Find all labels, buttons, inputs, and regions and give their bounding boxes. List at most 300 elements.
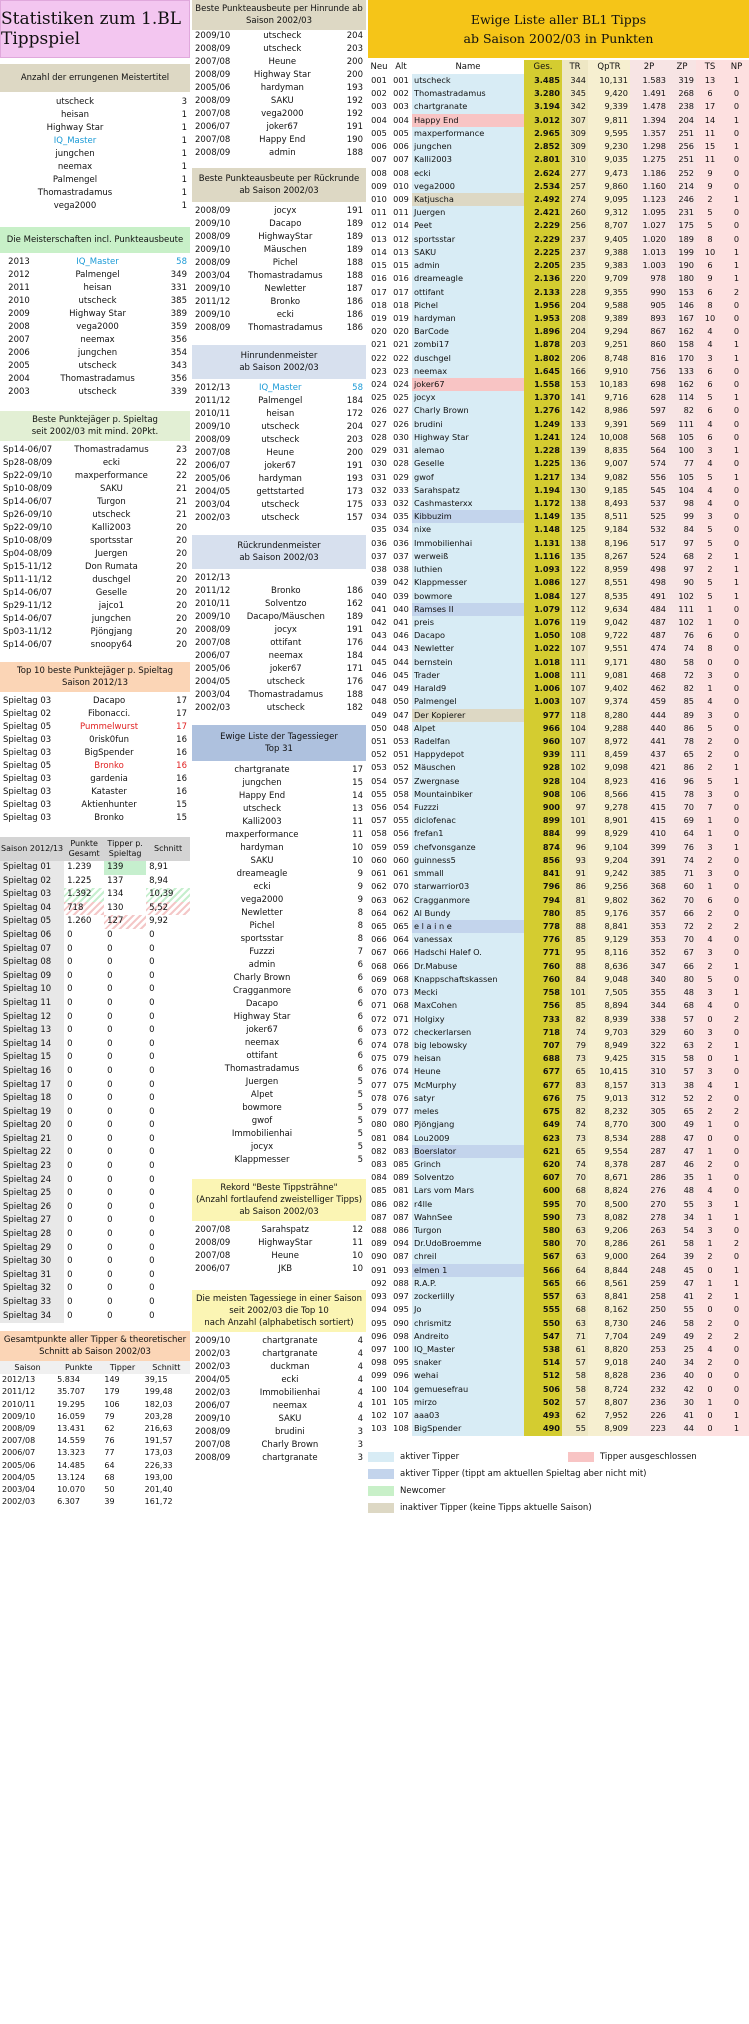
ewige-cell: 574	[630, 457, 668, 470]
beste-spieltag-row-cell: 20	[176, 549, 187, 559]
ewige-cell: 96	[562, 841, 588, 854]
ewige-row	[368, 946, 749, 959]
saison-row	[0, 1174, 190, 1188]
ewige-cell: 073	[371, 1026, 387, 1037]
ewige-cell: 15	[696, 140, 724, 153]
ewige-cell: 074	[393, 1066, 409, 1077]
ewige-row	[368, 603, 749, 616]
ewige-cell: 087	[371, 1211, 387, 1222]
ewige-cell: 0	[724, 629, 749, 642]
rueckrunde-row-cell: 2008/09	[195, 232, 231, 242]
ewige-cell: 250	[630, 1303, 668, 1316]
ewige-cell: 104	[393, 1383, 409, 1394]
ewige-cell: 391	[630, 854, 668, 867]
hinrunde-row-cell: Heune	[268, 57, 297, 67]
legend-label: inaktiver Tipper (keine Tipps aktuelle Saison)	[400, 1502, 592, 1513]
ewige-cell: 342	[562, 100, 588, 113]
ewige-cell: 2.534	[524, 180, 562, 193]
ewige-cell: 025	[393, 392, 409, 403]
ewige-row	[368, 814, 749, 827]
ewige-cell: 002	[371, 88, 387, 99]
ewige-cell: 9,312	[588, 206, 630, 219]
ewige-cell: 8,901	[588, 814, 630, 827]
ewige-cell: 70	[668, 933, 696, 946]
gesamt-row-cell: 179	[104, 1387, 120, 1397]
ewige-cell: 8,986	[588, 404, 630, 417]
ewige-cell: 030	[371, 458, 387, 469]
ewige-cell: 041	[371, 603, 387, 614]
ewige-cell: 9,860	[588, 180, 630, 193]
ewige-row	[368, 735, 749, 748]
meisterschaften-row-cell: 2004	[8, 374, 30, 384]
ewige-cell: 0	[724, 801, 749, 814]
ewige-cell: 3	[696, 1224, 724, 1237]
ewige-cell: 86	[668, 761, 696, 774]
beste-spieltag-row-cell: Kalli2003	[91, 523, 132, 533]
ewige-cell: 089	[393, 1172, 409, 1183]
ewige-cell: 060	[393, 854, 409, 865]
meisterschaften-row-cell: Palmengel	[75, 270, 120, 280]
ewige-cell: 0	[724, 827, 749, 840]
gesamt-col-header: Punkte	[55, 1361, 102, 1374]
ewige-cell: 8,949	[588, 1039, 630, 1052]
meisterschaften-row-cell: 359	[170, 322, 187, 332]
ewige-cell: 0	[724, 1145, 749, 1158]
ewige-cell: Klappmesser	[412, 576, 524, 589]
ewige-cell: Kalli2003	[412, 153, 524, 166]
ewige-cell: 105	[668, 471, 696, 484]
ewige-cell: 5	[696, 537, 724, 550]
ewige-cell: 977	[524, 709, 562, 722]
meiste-tagessiege-row-cell: chartgranate	[262, 1349, 318, 1359]
hinrunde-row	[192, 69, 366, 82]
ewige-cell: 82	[562, 1013, 588, 1026]
ewige-row	[368, 1065, 749, 1078]
tagessieger-row	[192, 998, 366, 1011]
saison-row-cell: 0	[149, 1215, 155, 1226]
ewige-cell: bowmore	[412, 590, 524, 603]
saison-row-cell: Spieltag 19	[0, 1106, 64, 1120]
ewige-cell: 0	[724, 642, 749, 655]
ewige-cell: 3	[696, 510, 724, 523]
ewige-row	[368, 206, 749, 219]
ewige-cell: 9	[696, 180, 724, 193]
ewige-cell: R.A.P.	[412, 1277, 524, 1290]
ewige-cell: duschgel	[412, 352, 524, 365]
beste-spieltag-row	[0, 548, 190, 561]
ewige-cell: 2.205	[524, 259, 562, 272]
ewige-cell: 47	[668, 1132, 696, 1145]
ewige-cell: 237	[562, 246, 588, 259]
saison-row-cell: 0	[107, 1093, 113, 1104]
ewige-cell: 6	[696, 259, 724, 272]
ewige-cell: Pichel	[412, 299, 524, 312]
ewige-row	[368, 788, 749, 801]
ewige-cell: 0	[696, 1303, 724, 1316]
rekord-row-cell: 10	[352, 1251, 363, 1261]
beste-spieltag-row	[0, 444, 190, 457]
saison-row	[0, 1011, 190, 1025]
meistertitel-row	[0, 148, 190, 161]
ewige-cell: 1.583	[630, 74, 668, 87]
ewige-cell: Turgon	[412, 1224, 524, 1237]
beste-spieltag-row-cell: Sp15-11/12	[3, 562, 53, 572]
saison-row-cell: Spieltag 15	[0, 1051, 64, 1065]
ewige-cell: 76	[668, 841, 696, 854]
ewige-cell: 049	[371, 709, 387, 720]
saison-row-cell: 0	[107, 1297, 113, 1307]
ewige-cell: 45	[668, 1264, 696, 1277]
rueckrundenmeister-row-cell: 171	[346, 664, 363, 674]
ewige-cell: 4	[696, 338, 724, 351]
beste-spieltag-row-cell: Sp03-11/12	[3, 627, 53, 637]
hinrunde-row	[192, 108, 366, 121]
ewige-cell: 081	[393, 1185, 409, 1196]
saison-row-cell: Spieltag 29	[0, 1242, 64, 1256]
tagessieger-row-cell: bowmore	[242, 1103, 282, 1113]
tagessieger-row-cell: 6	[357, 973, 363, 983]
rueckrunde-row	[192, 231, 366, 244]
ewige-row	[368, 167, 749, 180]
ewige-cell: 620	[524, 1158, 562, 1171]
ewige-cell: 020	[393, 326, 409, 337]
meisterschaften-row-cell: 2009	[8, 309, 30, 319]
gesamt-row	[0, 1386, 190, 1398]
ewige-cell: 268	[668, 87, 696, 100]
ewige-cell: 0	[696, 656, 724, 669]
ewige-row	[368, 1211, 749, 1224]
ewige-cell: 1.275	[630, 153, 668, 166]
ewige-row	[368, 827, 749, 840]
rekord-row-cell: 2007/08	[195, 1225, 231, 1235]
ewige-cell: 092	[371, 1277, 387, 1288]
meistertitel-row-cell: heisan	[60, 110, 89, 120]
ewige-cell: 4	[696, 999, 724, 1012]
tagessieger-row-cell: Happy End	[238, 791, 286, 801]
ewige-cell: 8,082	[588, 1211, 630, 1224]
saison-row-cell: 0	[149, 1161, 155, 1172]
saison-row-cell: 0	[67, 1079, 73, 1090]
gesamt-panel	[0, 1331, 190, 1508]
ewige-cell: 8,232	[588, 1105, 630, 1118]
saison-row-cell: Spieltag 02	[0, 875, 64, 889]
ewige-cell: 0	[724, 299, 749, 312]
ewige-row	[368, 775, 749, 788]
ewige-cell: 056	[393, 828, 409, 839]
rueckrunde-row-cell: 2009/10	[195, 219, 231, 229]
ewige-cell: 1.095	[630, 206, 668, 219]
ewige-cell: 675	[524, 1105, 562, 1118]
ewige-cell: 8,894	[588, 999, 630, 1012]
legend-swatch-aktiv-nicht	[368, 1469, 394, 1479]
ewige-row	[368, 894, 749, 907]
ewige-cell: 459	[630, 695, 668, 708]
ewige-cell: 009	[393, 193, 409, 204]
rueckrunde-row-cell: 186	[346, 323, 363, 333]
hinrundenmeister-row-cell: 203	[346, 435, 363, 445]
ewige-col-header: QpTR	[588, 60, 630, 74]
ewige-cell: 004	[393, 114, 409, 125]
ewige-cell: MaxCohen	[412, 999, 524, 1012]
ewige-cell: 8,116	[588, 946, 630, 959]
ewige-cell: 057	[371, 815, 387, 826]
ewige-cell: 8,535	[588, 590, 630, 603]
ewige-cell: 0	[724, 880, 749, 893]
ewige-cell: 087	[393, 1211, 409, 1222]
ewige-cell: Mountainbiker	[412, 788, 524, 801]
ewige-cell: 10,415	[588, 1065, 630, 1078]
ewige-row	[368, 880, 749, 893]
ewige-cell: 080	[393, 1119, 409, 1130]
rekord-row-cell: Heune	[271, 1251, 299, 1261]
saison-row-cell: Spieltag 05	[0, 915, 64, 929]
ewige-cell: 124	[562, 431, 588, 444]
hinrunde-row-cell: 193	[346, 83, 363, 93]
gesamt-row-cell: 216,63	[144, 1424, 173, 1433]
ewige-cell: 66	[668, 907, 696, 920]
ewige-cell: 8,267	[588, 550, 630, 563]
ewige-cell: 0	[724, 907, 749, 920]
meiste-tagessiege-row-cell: 4	[357, 1401, 363, 1411]
ewige-cell: 623	[524, 1132, 562, 1145]
ewige-cell: 2	[724, 286, 749, 299]
meiste-tagessiege-row	[192, 1374, 366, 1387]
hinrunde-row	[192, 95, 366, 108]
tagessieger-row-cell: Immobilienhai	[231, 1129, 293, 1139]
ewige-row	[368, 1237, 749, 1250]
saison-row-cell: 10,39	[146, 888, 190, 902]
ewige-cell: Highway Star	[412, 431, 524, 444]
beste-spieltag-row-cell: 20	[176, 627, 187, 637]
ewige-cell: 8,824	[588, 1184, 630, 1197]
ewige-cell: 111	[562, 669, 588, 682]
ewige-cell: 068	[393, 1000, 409, 1011]
ewige-cell: 399	[630, 841, 668, 854]
hinrundenmeister-row-cell: 2002/03	[195, 513, 231, 523]
ewige-row	[368, 669, 749, 682]
tagessieger-row-cell: 8	[357, 921, 363, 931]
saison-row-cell: 0	[149, 943, 155, 954]
hinrunde-title: Beste Punkteausbeute per Hinrunde ab	[195, 4, 363, 14]
hinrundenmeister-row	[192, 382, 366, 395]
tagessieger-row-cell: jungchen	[242, 778, 282, 788]
top10-row	[0, 760, 190, 773]
meiste-tagessiege-row-cell: 2002/03	[195, 1362, 231, 1372]
rueckrundenmeister-row	[192, 624, 366, 637]
saison-col-saison: Saison 2012/13	[0, 837, 64, 861]
rueckrundenmeister-row-cell: 2002/03	[195, 703, 231, 713]
meistertitel-row	[0, 135, 190, 148]
ewige-cell: 493	[524, 1409, 562, 1422]
ewige-cell: 6	[696, 404, 724, 417]
ewige-cell: 58	[668, 1052, 696, 1065]
saison-row-cell: 0	[107, 1133, 113, 1144]
meisterschaften-row	[0, 282, 190, 295]
ewige-row	[368, 1383, 749, 1396]
ewige-cell: 112	[562, 603, 588, 616]
ewige-cell: 098	[393, 1330, 409, 1341]
tagessieger-panel	[192, 725, 366, 1167]
ewige-cell: 040	[393, 603, 409, 614]
saison-row-cell: 8,94	[149, 875, 169, 886]
hinrunde-row	[192, 134, 366, 147]
ewige-cell: 1.878	[524, 338, 562, 351]
tagessieger-row-cell: 6	[357, 1012, 363, 1022]
ewige-cell: 0	[724, 1118, 749, 1131]
ewige-cell: 078	[371, 1092, 387, 1103]
beste-spieltag-row-cell: Sp10-08/09	[3, 484, 53, 494]
rueckrunde-row-cell: jocyx	[274, 206, 297, 216]
ewige-cell: 794	[524, 894, 562, 907]
ewige-cell: Geselle	[412, 457, 524, 470]
ewige-cell: 059	[371, 841, 387, 852]
ewige-cell: 1	[696, 1145, 724, 1158]
ewige-cell: 1	[724, 1277, 749, 1290]
ewige-cell: 2.229	[524, 233, 562, 246]
hinrunde-row-cell: 190	[346, 135, 363, 145]
ewige-cell: 079	[371, 1106, 387, 1117]
gesamt-row-cell: 2003/04	[2, 1485, 36, 1495]
ewige-cell: 007	[371, 154, 387, 165]
ewige-cell: 437	[630, 748, 668, 761]
ewige-row	[368, 1264, 749, 1277]
ewige-cell: 045	[393, 669, 409, 680]
ewige-cell: 517	[630, 537, 668, 550]
ewige-cell: 93	[562, 854, 588, 867]
ewige-cell: 9,256	[588, 880, 630, 893]
rekord-row-cell: JKB	[278, 1264, 293, 1274]
saison-row-cell: 0	[107, 1106, 113, 1117]
ewige-cell: 2	[724, 1013, 749, 1026]
ewige-cell: 9,374	[588, 695, 630, 708]
saison-row-cell: 0	[149, 1079, 155, 1090]
ewige-cell: 1.123	[630, 193, 668, 206]
ewige-cell: 1	[724, 1079, 749, 1092]
saison-panel	[0, 837, 190, 1323]
hinrundenmeister-row	[192, 447, 366, 460]
tagessieger-row-cell: chartgranate	[234, 765, 290, 775]
ewige-cell: 63	[562, 1224, 588, 1237]
ewige-cell: 733	[524, 1013, 562, 1026]
rueckrundenmeister-row-cell: Dacapo/Mäuschen	[246, 612, 325, 622]
ewige-cell: 8,724	[588, 1383, 630, 1396]
gesamt-row	[0, 1472, 190, 1484]
ewige-cell: 237	[562, 233, 588, 246]
ewige-col-header: NP	[724, 60, 749, 74]
tagessieger-row	[192, 1089, 366, 1102]
saison-row-cell: Spieltag 22	[0, 1146, 64, 1160]
ewige-cell: 1	[696, 1211, 724, 1224]
ewige-cell: 960	[524, 735, 562, 748]
rueckrundenmeister-row	[192, 689, 366, 702]
meistertitel-row	[0, 161, 190, 174]
beste-spieltag-row-cell: SAKU	[99, 484, 123, 494]
middle-column	[192, 0, 366, 1465]
ewige-row	[368, 312, 749, 325]
rekord-header	[192, 1179, 366, 1221]
meistertitel-row-cell: Palmengel	[52, 175, 98, 185]
rekord-row-cell: 2006/07	[195, 1264, 231, 1274]
ewige-cell: 8,162	[588, 1303, 630, 1316]
ewige-cell: 0	[724, 1343, 749, 1356]
ewige-cell: vega2000	[412, 180, 524, 193]
tagessieger-row-cell: 14	[352, 791, 363, 801]
ewige-cell: 7,952	[588, 1409, 630, 1422]
gesamt-row-cell: 2010/11	[2, 1399, 36, 1409]
ewige-cell: 1.194	[524, 484, 562, 497]
ewige-cell: heisan	[412, 1052, 524, 1065]
ewige-cell: 8,551	[588, 576, 630, 589]
rueckrundenmeister-row	[192, 702, 366, 715]
ewige-cell: 1	[724, 338, 749, 351]
gesamt-row-cell: 79	[104, 1411, 115, 1421]
tagessieger-row	[192, 1011, 366, 1024]
ewige-cell: 036	[371, 537, 387, 548]
meiste-tagessiege-row-cell: brudini	[275, 1427, 305, 1437]
ewige-row	[368, 590, 749, 603]
hinrundenmeister-row-cell: 173	[346, 487, 363, 497]
ewige-cell: 312	[630, 1092, 668, 1105]
ewige-cell: 071	[371, 1000, 387, 1011]
ewige-cell: 580	[524, 1237, 562, 1250]
ewige-cell: 9,405	[588, 233, 630, 246]
ewige-cell: 104	[562, 722, 588, 735]
saison-row-cell: Spieltag 23	[0, 1160, 64, 1174]
tagessieger-row	[192, 1076, 366, 1089]
ewige-cell: 91	[562, 867, 588, 880]
saison-row-cell: 0	[67, 1052, 73, 1063]
ewige-cell: 1.249	[524, 418, 562, 431]
tagessieger-table	[192, 764, 366, 1167]
saison-row-cell: 137	[107, 875, 124, 886]
ewige-cell: 018	[371, 299, 387, 310]
top10-header	[0, 662, 190, 692]
ewige-cell: 251	[668, 153, 696, 166]
hinrunde-row-cell: admin	[269, 148, 296, 158]
ewige-cell: 0	[724, 854, 749, 867]
ewige-cell: 064	[393, 934, 409, 945]
ewige-cell: 108	[562, 629, 588, 642]
tagessieger-row	[192, 933, 366, 946]
ewige-cell: 0	[724, 1171, 749, 1184]
meistertitel-row	[0, 96, 190, 109]
ewige-cell: 1.956	[524, 299, 562, 312]
ewige-cell: 4	[696, 695, 724, 708]
ewige-cell: 77	[668, 457, 696, 470]
ewige-cell: 63	[668, 1039, 696, 1052]
saison-col-punkte: Punkte Gesamt	[64, 837, 104, 861]
top10-row-cell: Spieltag 03	[3, 735, 52, 745]
ewige-cell: 029	[371, 445, 387, 456]
ewige-cell: 1	[724, 960, 749, 973]
gesamt-row-cell: 16.059	[57, 1411, 86, 1421]
meisterschaften-row	[0, 373, 190, 386]
ewige-cell: 146	[668, 299, 696, 312]
gesamt-table	[0, 1361, 190, 1508]
ewige-row	[368, 616, 749, 629]
ewige-row	[368, 933, 749, 946]
tagessieger-subtitle: Top 31	[265, 744, 293, 754]
ewige-cell: 9,081	[588, 669, 630, 682]
ewige-cell: 068	[371, 960, 387, 971]
ewige-cell: 547	[524, 1330, 562, 1343]
ewige-cell: maxperformance	[412, 127, 524, 140]
ewige-cell: 416	[630, 775, 668, 788]
ewige-cell: 062	[371, 881, 387, 892]
ewige-cell: ecki	[412, 167, 524, 180]
ewige-cell: 107	[393, 1410, 409, 1421]
ewige-cell: 64	[668, 827, 696, 840]
